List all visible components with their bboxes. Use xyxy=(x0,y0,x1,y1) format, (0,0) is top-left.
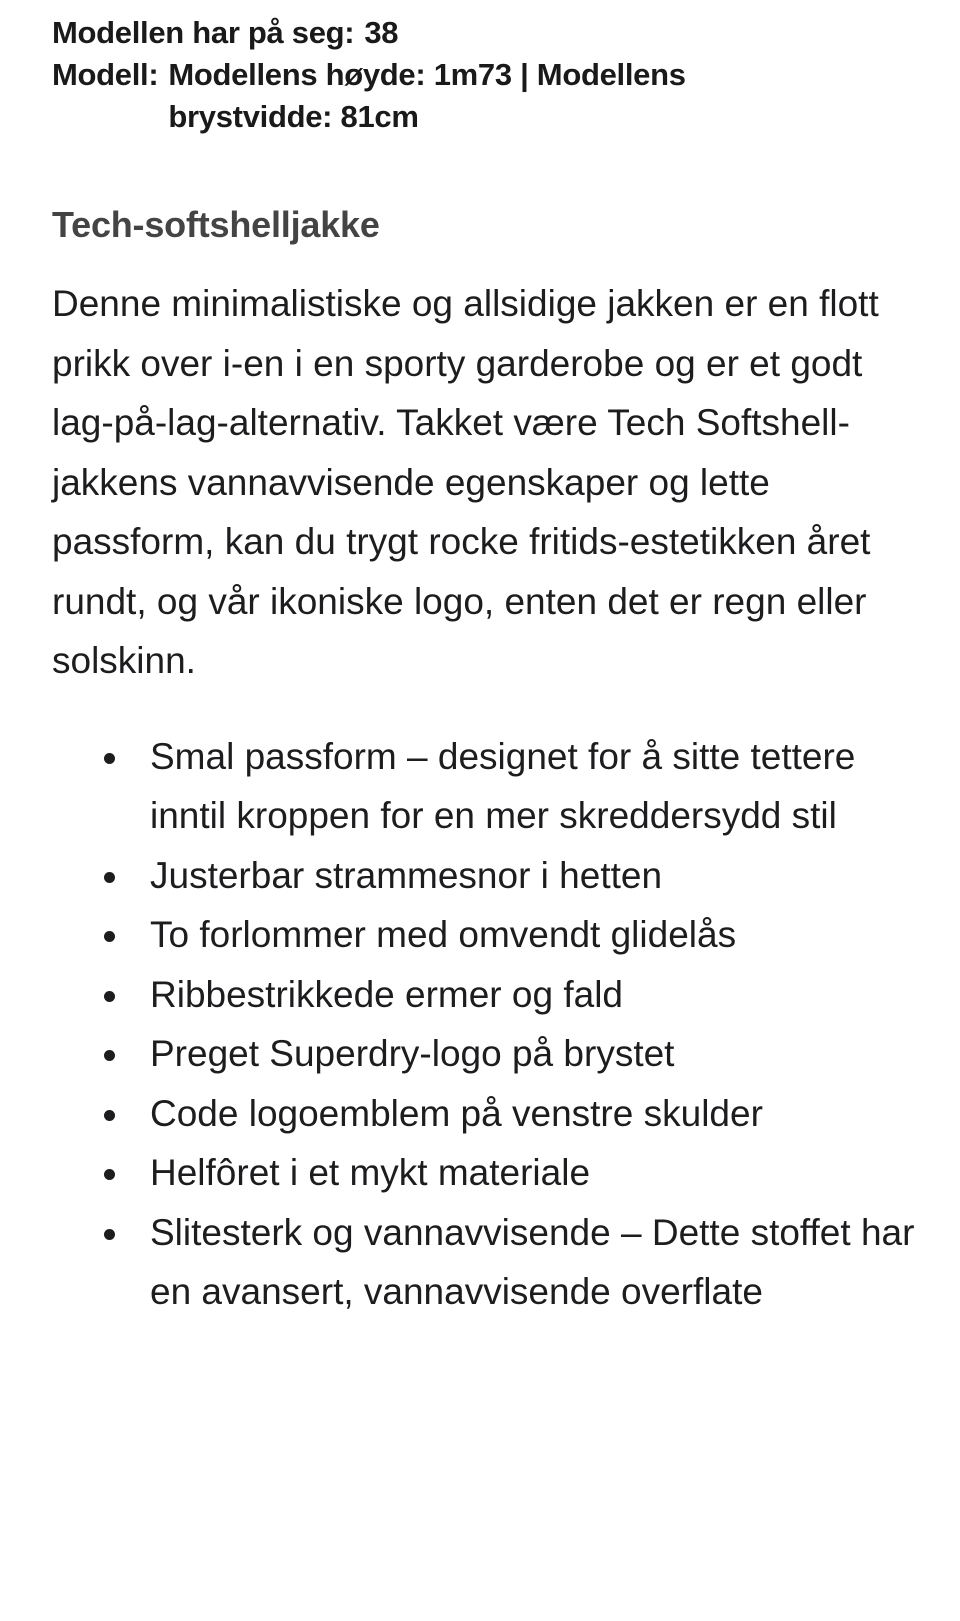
product-description: Denne minimalistiske og allsidige jakken er en flott prikk over i-en i en sporty garderobe og er et godt lag-på-lag-alternativ. Takket være Tech Softshell-jakkens vannavvisende egenskaper og lette passform, kan du trygt rocke fritids-estetikken året rundt, og vår ikoniske logo, enten det er regn eller solskinn. xyxy=(52,283,879,681)
feature-text: Justerbar strammesnor i hetten xyxy=(150,854,663,896)
model-measurements-value: Modellens høyde: 1m73 | Modellens brystvidde: 81cm xyxy=(168,57,686,134)
bullet-icon xyxy=(104,1050,115,1061)
feature-item xyxy=(98,1084,928,1144)
feature-item xyxy=(98,727,928,846)
model-label: Modell: xyxy=(52,57,159,92)
bullet-icon xyxy=(104,931,115,942)
feature-text: Ribbestrikkede ermer og fald xyxy=(150,973,623,1015)
bullet-icon xyxy=(104,753,115,764)
product-title: Tech-softshelljakke xyxy=(52,204,380,245)
feature-item xyxy=(98,1024,928,1084)
feature-item xyxy=(98,965,928,1025)
feature-text: Helfôret i et mykt materiale xyxy=(150,1152,591,1193)
model-size-row xyxy=(52,12,932,54)
feature-text: Code logoemblem på venstre skulder xyxy=(150,1092,763,1134)
feature-item xyxy=(98,1203,928,1322)
bullet-icon xyxy=(104,1110,115,1121)
model-size-value: 38 xyxy=(364,15,399,50)
model-size-label: Modellen har på seg: xyxy=(52,15,355,50)
feature-text: To forlommer med omvendt glidelås xyxy=(150,914,737,955)
model-measurements-row xyxy=(52,54,932,138)
bullet-icon xyxy=(104,872,115,883)
bullet-icon xyxy=(104,1169,115,1180)
feature-text: Smal passform – designet for å sitte tettere inntil kroppen for en mer skreddersydd stil xyxy=(150,735,856,836)
bullet-icon xyxy=(104,991,115,1002)
feature-text: Slitesterk og vannavvisende – Dette stoffet har en avansert, vannavvisende overflate xyxy=(150,1211,915,1312)
feature-item xyxy=(98,1143,928,1203)
bullet-icon xyxy=(104,1229,115,1240)
feature-item xyxy=(98,905,928,965)
feature-text: Preget Superdry-logo på brystet xyxy=(150,1033,675,1074)
feature-list xyxy=(52,727,928,1322)
product-details xyxy=(52,12,932,1322)
feature-item xyxy=(98,846,928,906)
